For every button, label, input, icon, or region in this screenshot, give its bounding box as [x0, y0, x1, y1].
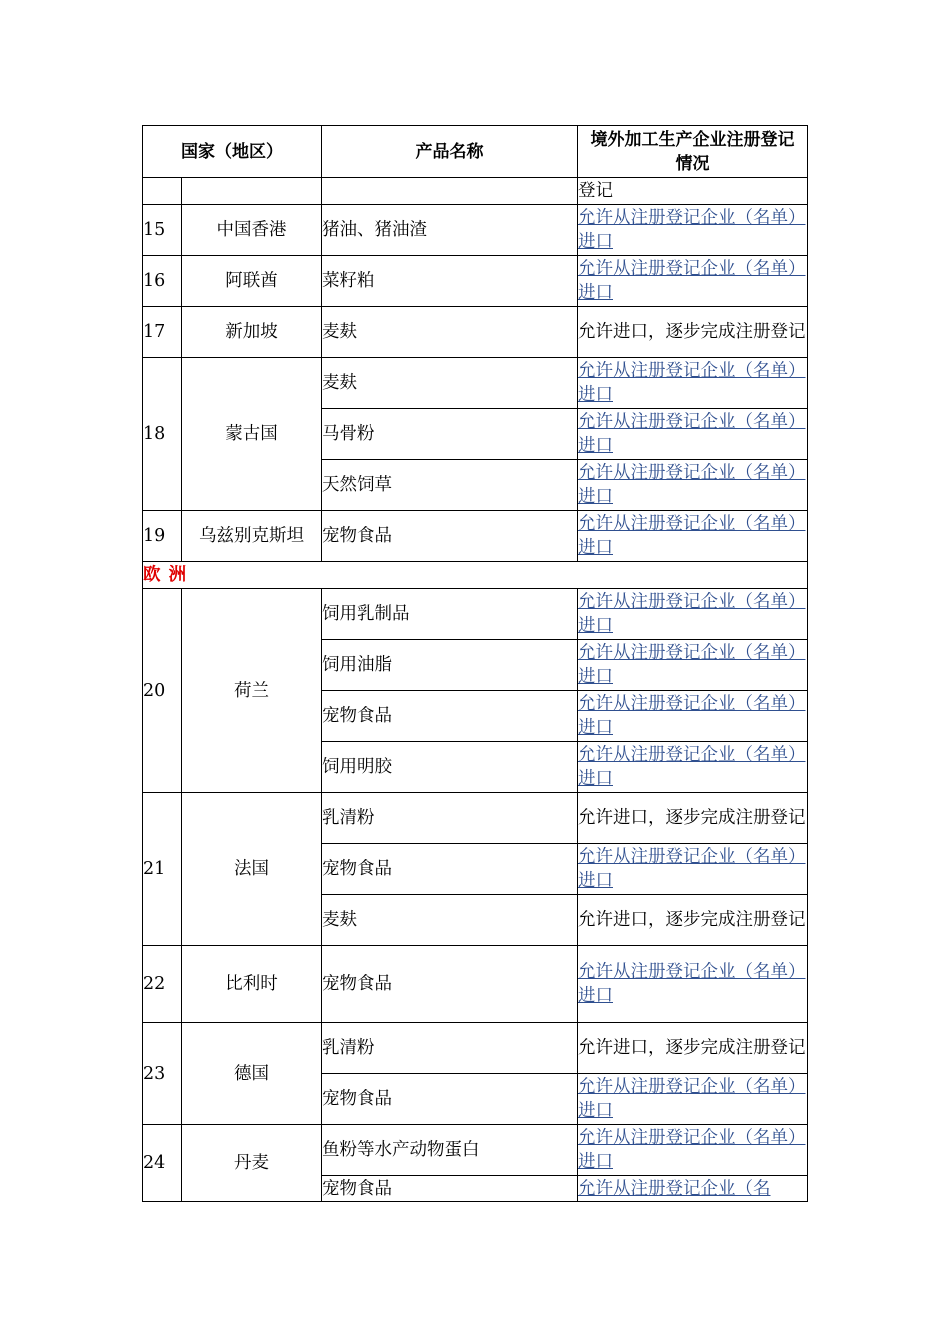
cell-status	[578, 844, 808, 895]
cell-product: 菜籽粕	[322, 256, 578, 307]
cell-country: 新加坡	[182, 307, 322, 358]
cell-status	[578, 409, 808, 460]
cell-status	[578, 460, 808, 511]
cell-status	[578, 742, 808, 793]
cell-num: 23	[143, 1023, 182, 1125]
register-list-link[interactable]: 允许从注册登记企业（名单）进口	[578, 847, 806, 891]
register-list-link[interactable]: 允许从注册登记企业（名单）进口	[578, 694, 806, 738]
header-product: 产品名称	[322, 126, 578, 178]
table-row	[143, 307, 808, 358]
register-list-link[interactable]: 允许从注册登记企业（名单）进口	[578, 463, 806, 507]
table-row	[143, 1125, 808, 1176]
region-row	[143, 562, 808, 589]
cell-product: 宠物食品	[322, 1176, 578, 1202]
header-country: 国家（地区）	[143, 126, 322, 178]
table-row	[143, 1023, 808, 1074]
cell-num: 19	[143, 511, 182, 562]
register-list-link[interactable]: 允许从注册登记企业（名单）进口	[578, 1077, 806, 1121]
table-row	[143, 178, 808, 205]
cell-product: 麦麸	[322, 307, 578, 358]
cell-product: 饲用油脂	[322, 640, 578, 691]
cell-country: 丹麦	[182, 1125, 322, 1202]
cell-status	[578, 589, 808, 640]
cell-status	[578, 511, 808, 562]
header-status: 境外加工生产企业注册登记情况	[578, 126, 808, 178]
cell-status	[578, 640, 808, 691]
register-list-link[interactable]: 允许从注册登记企业（名单）进口	[578, 412, 806, 456]
table-row	[143, 205, 808, 256]
cell-status: 允许进口，逐步完成注册登记	[578, 895, 808, 946]
cell-status: 允许进口，逐步完成注册登记	[578, 1023, 808, 1074]
table-row	[143, 358, 808, 409]
cell-product: 宠物食品	[322, 691, 578, 742]
cell-num: 20	[143, 589, 182, 793]
register-list-link[interactable]: 允许从注册登记企业（名单）进口	[578, 745, 806, 789]
register-list-link[interactable]: 允许从注册登记企业（名单）进口	[578, 592, 806, 636]
cell-product: 鱼粉等水产动物蛋白	[322, 1125, 578, 1176]
register-list-link[interactable]: 允许从注册登记企业（名单）进口	[578, 259, 806, 303]
table-row	[143, 946, 808, 1023]
cell-product: 天然饲草	[322, 460, 578, 511]
cell-status	[578, 1074, 808, 1125]
cell-num: 24	[143, 1125, 182, 1202]
table-row	[143, 793, 808, 844]
cell-num: 15	[143, 205, 182, 256]
cell-num: 16	[143, 256, 182, 307]
cell-num: 18	[143, 358, 182, 511]
table-header-row	[143, 126, 808, 178]
cell-country: 荷兰	[182, 589, 322, 793]
table-row	[143, 256, 808, 307]
cell-status	[578, 205, 808, 256]
cell-product: 猪油、猪油渣	[322, 205, 578, 256]
register-list-link[interactable]: 允许从注册登记企业（名单）进口	[578, 1128, 806, 1172]
region-label-europe: 欧 洲	[143, 562, 808, 589]
cell-status	[578, 691, 808, 742]
import-registration-table	[142, 125, 808, 1202]
cell-product: 宠物食品	[322, 946, 578, 1023]
cell-status	[578, 1176, 808, 1202]
cell-country: 法国	[182, 793, 322, 946]
cell-country: 阿联酋	[182, 256, 322, 307]
cell-product: 麦麸	[322, 358, 578, 409]
cell-status	[578, 946, 808, 1023]
register-list-link[interactable]: 允许从注册登记企业（名单）进口	[578, 643, 806, 687]
cell-status	[578, 358, 808, 409]
cell-status: 允许进口，逐步完成注册登记	[578, 793, 808, 844]
cell-product: 乳清粉	[322, 1023, 578, 1074]
cell-num	[143, 178, 182, 205]
cell-status: 登记	[578, 178, 808, 205]
register-list-link[interactable]: 允许从注册登记企业（名单）进口	[578, 208, 806, 252]
cell-product: 饲用明胶	[322, 742, 578, 793]
cell-country: 德国	[182, 1023, 322, 1125]
cell-country: 比利时	[182, 946, 322, 1023]
cell-product: 宠物食品	[322, 511, 578, 562]
cell-country	[182, 178, 322, 205]
register-list-link[interactable]: 允许从注册登记企业（名	[578, 1178, 771, 1199]
cell-product: 麦麸	[322, 895, 578, 946]
register-list-link[interactable]: 允许从注册登记企业（名单）进口	[578, 361, 806, 405]
cell-num: 17	[143, 307, 182, 358]
register-list-link[interactable]: 允许从注册登记企业（名单）进口	[578, 962, 806, 1006]
cell-country: 中国香港	[182, 205, 322, 256]
cell-product	[322, 178, 578, 205]
cell-country: 乌兹别克斯坦	[182, 511, 322, 562]
cell-product: 饲用乳制品	[322, 589, 578, 640]
cell-product: 马骨粉	[322, 409, 578, 460]
table-row	[143, 511, 808, 562]
cell-country: 蒙古国	[182, 358, 322, 511]
cell-status: 允许进口，逐步完成注册登记	[578, 307, 808, 358]
cell-status	[578, 256, 808, 307]
cell-product: 宠物食品	[322, 1074, 578, 1125]
cell-num: 21	[143, 793, 182, 946]
cell-product: 宠物食品	[322, 844, 578, 895]
cell-num: 22	[143, 946, 182, 1023]
table-row	[143, 589, 808, 640]
cell-product: 乳清粉	[322, 793, 578, 844]
cell-status	[578, 1125, 808, 1176]
register-list-link[interactable]: 允许从注册登记企业（名单）进口	[578, 514, 806, 558]
